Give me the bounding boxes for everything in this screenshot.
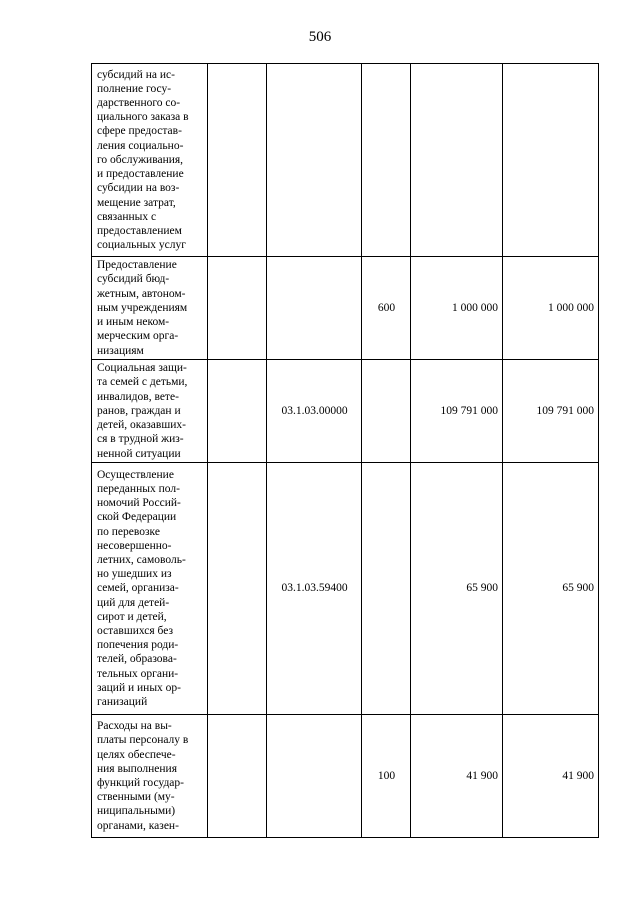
row-code: 03.1.03.59400 xyxy=(267,463,362,715)
row-col2 xyxy=(208,360,267,463)
row-amount-2: 41 900 xyxy=(503,715,599,838)
row-amount-1: 109 791 000 xyxy=(411,360,503,463)
row-amount-1: 65 900 xyxy=(411,463,503,715)
row-type: 100 xyxy=(362,715,411,838)
table-row xyxy=(92,360,599,463)
row-description: субсидий на ис- полнение госу- дарственного со- циального заказа в сфере предостав- ления социально- го обслуживания, и предоставление субсидии на воз- мещение затрат, связанных с предоставлением социальных услуг xyxy=(92,64,208,257)
row-code xyxy=(267,715,362,838)
row-type xyxy=(362,360,411,463)
page-number: 506 xyxy=(308,29,332,45)
budget-table xyxy=(91,63,599,838)
row-col2 xyxy=(208,64,267,257)
row-code xyxy=(267,257,362,360)
row-col2 xyxy=(208,715,267,838)
row-code xyxy=(267,64,362,257)
row-amount-1 xyxy=(411,64,503,257)
row-description: Социальная защи- та семей с детьми, инвалидов, вете- ранов, граждан и детей, оказавших- ся в трудной жиз- ненной ситуации xyxy=(92,360,208,463)
row-code: 03.1.03.00000 xyxy=(267,360,362,463)
table-row xyxy=(92,463,599,715)
row-description: Расходы на вы- платы персоналу в целях обеспече- ния выполнения функций государ- ственными (му- ниципальными) органами, казен- xyxy=(92,715,208,838)
row-amount-1: 41 900 xyxy=(411,715,503,838)
table-row xyxy=(92,64,599,257)
row-amount-2: 1 000 000 xyxy=(503,257,599,360)
table-row xyxy=(92,257,599,360)
row-amount-2: 65 900 xyxy=(503,463,599,715)
table-row xyxy=(92,715,599,838)
row-col2 xyxy=(208,463,267,715)
row-amount-2 xyxy=(503,64,599,257)
row-type xyxy=(362,64,411,257)
row-amount-2: 109 791 000 xyxy=(503,360,599,463)
row-type xyxy=(362,463,411,715)
row-amount-1: 1 000 000 xyxy=(411,257,503,360)
row-col2 xyxy=(208,257,267,360)
row-description: Осуществление переданных пол- номочий Россий- ской Федерации по перевозке несовершенно- летних, самоволь- но ушедших из семей, организа- ций для детей- сирот и детей, оставшихся без попечения роди- телей, образова- тельных органи- заций и иных ор- ганизаций xyxy=(92,463,208,715)
row-description: Предоставление субсидий бюд- жетным, автоном- ным учреждениям и иным неком- мерческим орга- низациям xyxy=(92,257,208,360)
row-type: 600 xyxy=(362,257,411,360)
